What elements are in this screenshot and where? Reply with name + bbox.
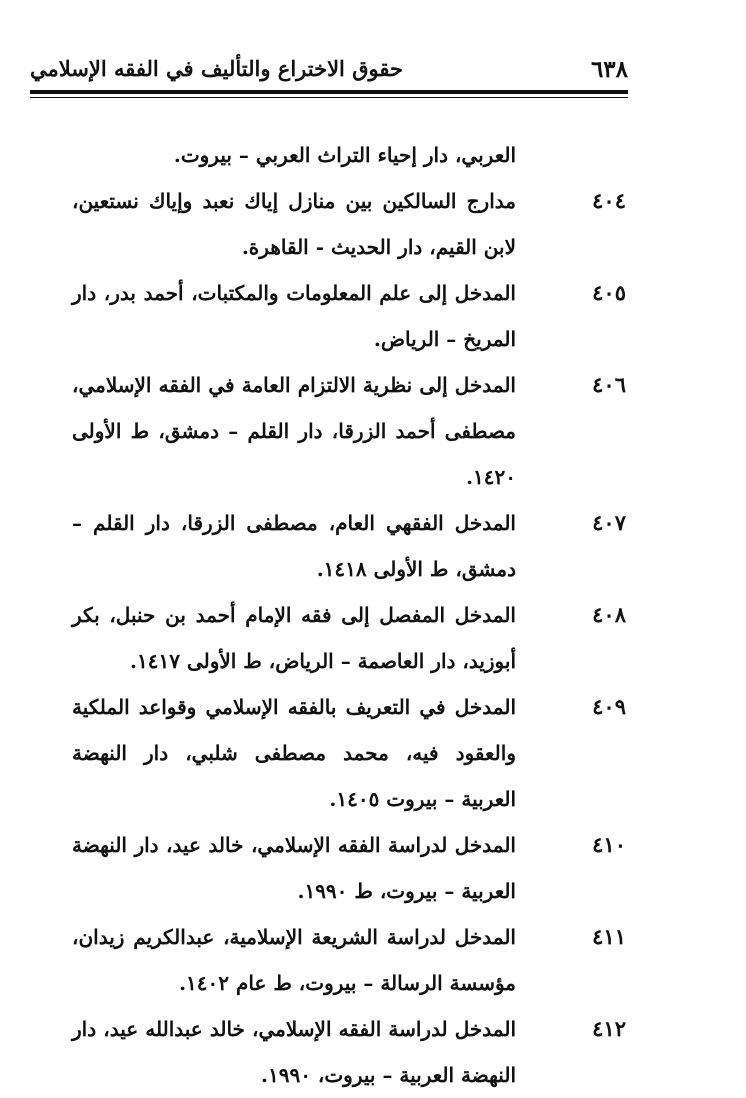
- entry-number: ٤١٠: [592, 832, 626, 857]
- page-number: ٦٣٨: [590, 56, 628, 83]
- entry-text: المدخل لدراسة الشريعة الإسلامية، عبدالكريم زيدان، مؤسسة الرسالة – بيروت، ط عام ١٤٠٢.: [72, 925, 516, 995]
- bibliography-list: [50, 132, 626, 1098]
- entry-text: المدخل الفقهي العام، مصطفى الزرقا، دار القلم – دمشق، ط الأولى ١٤١٨.: [72, 511, 516, 581]
- continued-entry-text: العربي، دار إحياء التراث العربي – بيروت.: [173, 143, 516, 167]
- entry-number: ٤٠٧: [592, 510, 626, 535]
- bibliography-entry: [50, 500, 626, 592]
- bibliography-entry: [50, 362, 626, 500]
- entry-text: المدخل المفصل إلى فقه الإمام أحمد بن حنبل، بكر أبوزيد، دار العاصمة – الرياض، ط الأولى ١٤١٧.: [72, 603, 516, 673]
- entry-number: ٤٠٤: [592, 188, 626, 213]
- continued-entry: [50, 132, 626, 178]
- bibliography-entry: [50, 822, 626, 914]
- entry-number: ٤٠٥: [592, 280, 626, 305]
- entry-number: ٤٠٩: [592, 694, 626, 719]
- bibliography-entry: [50, 270, 626, 362]
- header-rule-thin: [30, 97, 628, 98]
- page-header: [30, 54, 628, 88]
- running-title: حقوق الاختراع والتأليف في الفقه الإسلامي: [30, 56, 403, 81]
- entry-text: المدخل إلى علم المعلومات والمكتبات، أحمد بدر، دار المريخ – الرياض.: [72, 281, 516, 351]
- bibliography-entry: [50, 1006, 626, 1098]
- entry-number: ٤١٢: [592, 1016, 626, 1041]
- entry-number: ٤٠٨: [592, 602, 626, 627]
- entry-number: ٤٠٦: [592, 372, 626, 397]
- entry-text: مدارج السالكين بين منازل إياك نعبد وإياك نستعين، لابن القيم، دار الحديث - القاهرة.: [72, 189, 516, 259]
- header-rule-thick: [30, 90, 628, 94]
- bibliography-entry: [50, 592, 626, 684]
- bibliography-entry: [50, 914, 626, 1006]
- bibliography-entry: [50, 684, 626, 822]
- entry-text: المدخل لدراسة الفقه الإسلامي، خالد عيد، دار النهضة العربية – بيروت، ط ١٩٩٠.: [72, 833, 516, 903]
- entry-text: المدخل في التعريف بالفقه الإسلامي وقواعد الملكية والعقود فيه، محمد مصطفى شلبي، دار النهضة العربية – بيروت ١٤٠٥.: [72, 695, 516, 811]
- bibliography-entry: [50, 178, 626, 270]
- entry-text: المدخل لدراسة الفقه الإسلامي، خالد عبدالله عيد، دار النهضة العربية – بيروت، ١٩٩٠.: [72, 1017, 516, 1087]
- entry-number: ٤١١: [592, 924, 626, 949]
- entry-text: المدخل إلى نظرية الالتزام العامة في الفقه الإسلامي، مصطفى أحمد الزرقا، دار القلم – دمشق، ط الأولى ١٤٢٠.: [72, 373, 516, 489]
